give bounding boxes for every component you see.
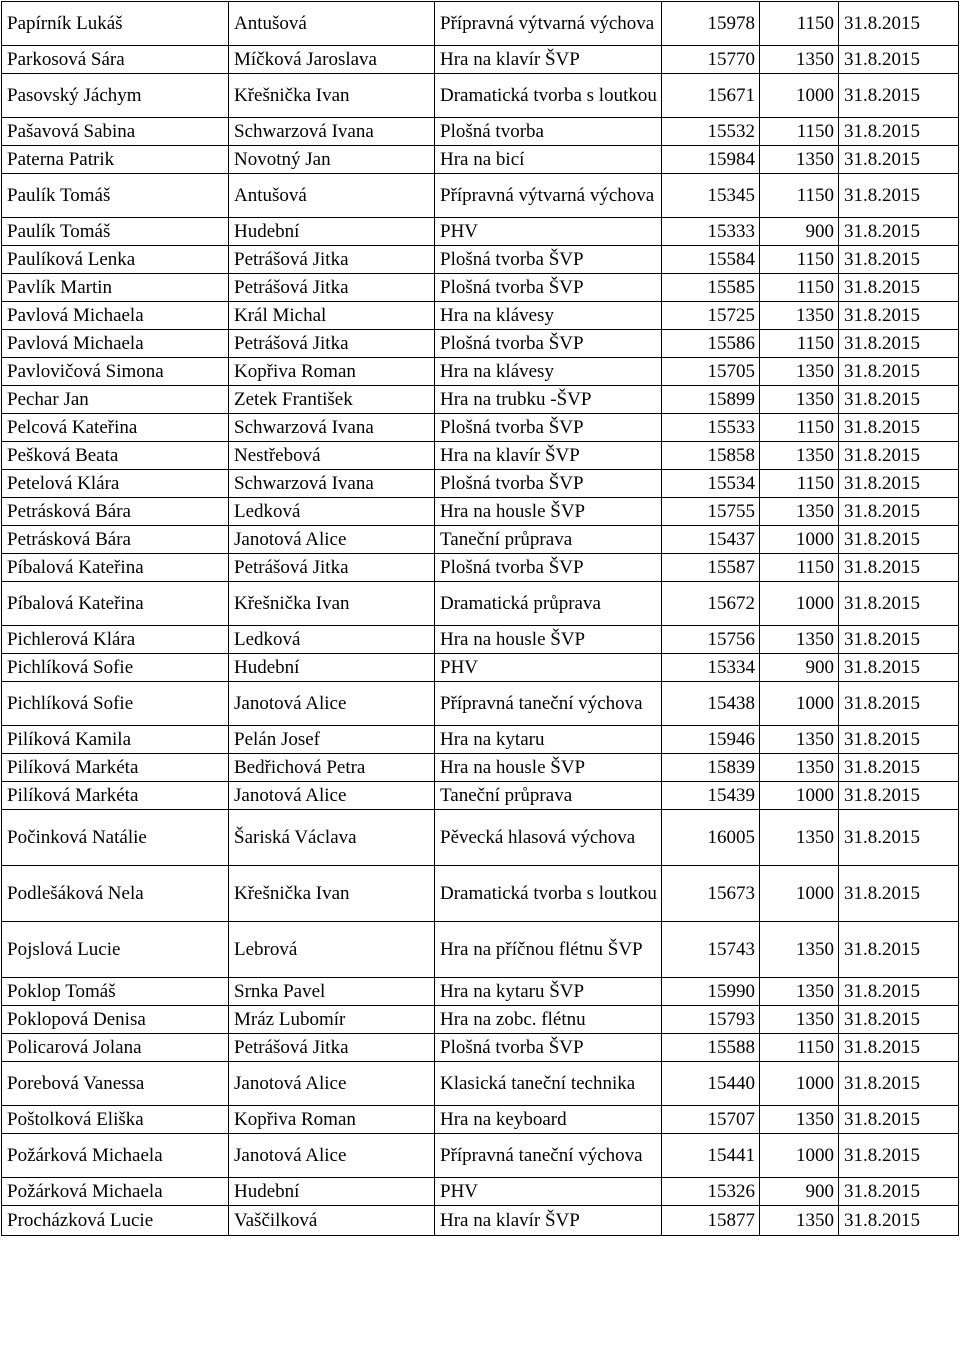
- due-date-cell: 31.8.2015: [839, 626, 959, 654]
- table-row: [2, 978, 959, 1006]
- student-name-cell: Petrásková Bára: [2, 526, 229, 554]
- amount-cell: 1350: [760, 726, 839, 754]
- due-date-cell: 31.8.2015: [839, 1178, 959, 1206]
- table-row: [2, 682, 959, 726]
- subject-cell: Dramatická tvorba s loutkou: [435, 866, 662, 922]
- table-row: [2, 654, 959, 682]
- due-date-cell: 31.8.2015: [839, 1134, 959, 1178]
- subject-cell: Hra na zobc. flétnu: [435, 1006, 662, 1034]
- amount-cell: 1350: [760, 978, 839, 1006]
- table-row: [2, 1106, 959, 1134]
- variable-symbol-cell: 15672: [662, 582, 760, 626]
- due-date-cell: 31.8.2015: [839, 470, 959, 498]
- student-name-cell: Pichlíková Sofie: [2, 682, 229, 726]
- due-date-cell: 31.8.2015: [839, 442, 959, 470]
- subject-cell: Taneční průprava: [435, 526, 662, 554]
- table-row: [2, 330, 959, 358]
- student-name-cell: Poklopová Denisa: [2, 1006, 229, 1034]
- student-name-cell: Pavlová Michaela: [2, 330, 229, 358]
- subject-cell: Dramatická tvorba s loutkou: [435, 74, 662, 118]
- amount-cell: 1350: [760, 1006, 839, 1034]
- amount-cell: 1350: [760, 386, 839, 414]
- amount-cell: 1150: [760, 2, 839, 46]
- teacher-name-cell: Schwarzová Ivana: [229, 414, 435, 442]
- student-name-cell: Pojslová Lucie: [2, 922, 229, 978]
- due-date-cell: 31.8.2015: [839, 1206, 959, 1236]
- student-name-cell: Píbalová Kateřina: [2, 582, 229, 626]
- table-row: [2, 498, 959, 526]
- variable-symbol-cell: 15673: [662, 866, 760, 922]
- teacher-name-cell: Petrášová Jitka: [229, 1034, 435, 1062]
- teacher-name-cell: Míčková Jaroslava: [229, 46, 435, 74]
- amount-cell: 1350: [760, 810, 839, 866]
- student-name-cell: Poštolková Eliška: [2, 1106, 229, 1134]
- due-date-cell: 31.8.2015: [839, 810, 959, 866]
- amount-cell: 1350: [760, 442, 839, 470]
- amount-cell: 1150: [760, 118, 839, 146]
- due-date-cell: 31.8.2015: [839, 414, 959, 442]
- due-date-cell: 31.8.2015: [839, 218, 959, 246]
- student-name-cell: Pašavová Sabina: [2, 118, 229, 146]
- student-name-cell: Pavlovičová Simona: [2, 358, 229, 386]
- variable-symbol-cell: 15586: [662, 330, 760, 358]
- subject-cell: Hra na klávesy: [435, 358, 662, 386]
- amount-cell: 1150: [760, 414, 839, 442]
- due-date-cell: 31.8.2015: [839, 582, 959, 626]
- subject-cell: Hra na housle ŠVP: [435, 498, 662, 526]
- amount-cell: 1150: [760, 274, 839, 302]
- teacher-name-cell: Petrášová Jitka: [229, 554, 435, 582]
- table-row: [2, 1134, 959, 1178]
- teacher-name-cell: Janotová Alice: [229, 682, 435, 726]
- subject-cell: Hra na klavír ŠVP: [435, 46, 662, 74]
- amount-cell: 1350: [760, 626, 839, 654]
- teacher-name-cell: Šariská Václava: [229, 810, 435, 866]
- variable-symbol-cell: 15584: [662, 246, 760, 274]
- due-date-cell: 31.8.2015: [839, 302, 959, 330]
- subject-cell: Dramatická průprava: [435, 582, 662, 626]
- subject-cell: PHV: [435, 218, 662, 246]
- table-row: [2, 246, 959, 274]
- due-date-cell: 31.8.2015: [839, 246, 959, 274]
- student-name-cell: Papírník Lukáš: [2, 2, 229, 46]
- subject-cell: Pěvecká hlasová výchova: [435, 810, 662, 866]
- teacher-name-cell: Mráz Lubomír: [229, 1006, 435, 1034]
- teacher-name-cell: Antušová: [229, 174, 435, 218]
- variable-symbol-cell: 15441: [662, 1134, 760, 1178]
- subject-cell: Hra na housle ŠVP: [435, 754, 662, 782]
- table-row: [2, 582, 959, 626]
- amount-cell: 1350: [760, 1106, 839, 1134]
- amount-cell: 1150: [760, 246, 839, 274]
- due-date-cell: 31.8.2015: [839, 978, 959, 1006]
- teacher-name-cell: Petrášová Jitka: [229, 330, 435, 358]
- due-date-cell: 31.8.2015: [839, 682, 959, 726]
- variable-symbol-cell: 15533: [662, 414, 760, 442]
- subject-cell: Taneční průprava: [435, 782, 662, 810]
- variable-symbol-cell: 15588: [662, 1034, 760, 1062]
- amount-cell: 1000: [760, 1062, 839, 1106]
- teacher-name-cell: Petrášová Jitka: [229, 246, 435, 274]
- variable-symbol-cell: 15585: [662, 274, 760, 302]
- due-date-cell: 31.8.2015: [839, 46, 959, 74]
- student-name-cell: Požárková Michaela: [2, 1178, 229, 1206]
- amount-cell: 1350: [760, 46, 839, 74]
- student-name-cell: Podlešáková Nela: [2, 866, 229, 922]
- table-row: [2, 754, 959, 782]
- due-date-cell: 31.8.2015: [839, 726, 959, 754]
- subject-cell: Hra na kytaru: [435, 726, 662, 754]
- table-row: [2, 1006, 959, 1034]
- subject-cell: Přípravná výtvarná výchova: [435, 2, 662, 46]
- due-date-cell: 31.8.2015: [839, 358, 959, 386]
- amount-cell: 1000: [760, 526, 839, 554]
- subject-cell: Přípravná taneční výchova: [435, 1134, 662, 1178]
- teacher-name-cell: Nestřebová: [229, 442, 435, 470]
- table-row: [2, 1062, 959, 1106]
- student-name-cell: Paulík Tomáš: [2, 218, 229, 246]
- subject-cell: Přípravná taneční výchova: [435, 682, 662, 726]
- teacher-name-cell: Petrášová Jitka: [229, 274, 435, 302]
- variable-symbol-cell: 15532: [662, 118, 760, 146]
- due-date-cell: 31.8.2015: [839, 1062, 959, 1106]
- variable-symbol-cell: 15984: [662, 146, 760, 174]
- student-name-cell: Paulíková Lenka: [2, 246, 229, 274]
- student-name-cell: Petelová Klára: [2, 470, 229, 498]
- student-name-cell: Píbalová Kateřina: [2, 554, 229, 582]
- student-name-cell: Procházková Lucie: [2, 1206, 229, 1236]
- student-name-cell: Pilíková Markéta: [2, 754, 229, 782]
- table-row: [2, 1178, 959, 1206]
- subject-cell: PHV: [435, 1178, 662, 1206]
- due-date-cell: 31.8.2015: [839, 386, 959, 414]
- variable-symbol-cell: 15839: [662, 754, 760, 782]
- table-row: [2, 922, 959, 978]
- teacher-name-cell: Hudební: [229, 218, 435, 246]
- variable-symbol-cell: 15439: [662, 782, 760, 810]
- table-row: [2, 526, 959, 554]
- variable-symbol-cell: 15587: [662, 554, 760, 582]
- variable-symbol-cell: 15990: [662, 978, 760, 1006]
- amount-cell: 1150: [760, 1034, 839, 1062]
- due-date-cell: 31.8.2015: [839, 554, 959, 582]
- due-date-cell: 31.8.2015: [839, 654, 959, 682]
- student-name-cell: Pichlerová Klára: [2, 626, 229, 654]
- amount-cell: 1150: [760, 174, 839, 218]
- amount-cell: 1000: [760, 74, 839, 118]
- teacher-name-cell: Janotová Alice: [229, 1134, 435, 1178]
- teacher-name-cell: Kopřiva Roman: [229, 358, 435, 386]
- teacher-name-cell: Schwarzová Ivana: [229, 118, 435, 146]
- amount-cell: 1000: [760, 782, 839, 810]
- subject-cell: Klasická taneční technika: [435, 1062, 662, 1106]
- variable-symbol-cell: 15978: [662, 2, 760, 46]
- amount-cell: 1350: [760, 1206, 839, 1236]
- teacher-name-cell: Král Michal: [229, 302, 435, 330]
- subject-cell: Hra na bicí: [435, 146, 662, 174]
- teacher-name-cell: Janotová Alice: [229, 1062, 435, 1106]
- student-name-cell: Pešková Beata: [2, 442, 229, 470]
- teacher-name-cell: Lebrová: [229, 922, 435, 978]
- student-name-cell: Pelcová Kateřina: [2, 414, 229, 442]
- amount-cell: 900: [760, 1178, 839, 1206]
- teacher-name-cell: Ledková: [229, 626, 435, 654]
- variable-symbol-cell: 15438: [662, 682, 760, 726]
- subject-cell: Přípravná výtvarná výchova: [435, 174, 662, 218]
- table-body: [2, 2, 959, 1236]
- subject-cell: Hra na housle ŠVP: [435, 626, 662, 654]
- student-name-cell: Pechar Jan: [2, 386, 229, 414]
- teacher-name-cell: Vaščilková: [229, 1206, 435, 1236]
- due-date-cell: 31.8.2015: [839, 1034, 959, 1062]
- amount-cell: 1150: [760, 554, 839, 582]
- table-row: [2, 174, 959, 218]
- teacher-name-cell: Novotný Jan: [229, 146, 435, 174]
- due-date-cell: 31.8.2015: [839, 1106, 959, 1134]
- subject-cell: Plošná tvorba ŠVP: [435, 554, 662, 582]
- student-name-cell: Pavlík Martin: [2, 274, 229, 302]
- subject-cell: PHV: [435, 654, 662, 682]
- table-row: [2, 1034, 959, 1062]
- student-name-cell: Poklop Tomáš: [2, 978, 229, 1006]
- due-date-cell: 31.8.2015: [839, 118, 959, 146]
- amount-cell: 1150: [760, 470, 839, 498]
- payments-table: [1, 1, 959, 1236]
- amount-cell: 1000: [760, 682, 839, 726]
- variable-symbol-cell: 15333: [662, 218, 760, 246]
- variable-symbol-cell: 15743: [662, 922, 760, 978]
- table-row: [2, 554, 959, 582]
- variable-symbol-cell: 15899: [662, 386, 760, 414]
- student-name-cell: Porebová Vanessa: [2, 1062, 229, 1106]
- student-name-cell: Pilíková Kamila: [2, 726, 229, 754]
- teacher-name-cell: Schwarzová Ivana: [229, 470, 435, 498]
- due-date-cell: 31.8.2015: [839, 1006, 959, 1034]
- variable-symbol-cell: 16005: [662, 810, 760, 866]
- student-name-cell: Petrásková Bára: [2, 498, 229, 526]
- teacher-name-cell: Srnka Pavel: [229, 978, 435, 1006]
- teacher-name-cell: Křešnička Ivan: [229, 866, 435, 922]
- student-name-cell: Pavlová Michaela: [2, 302, 229, 330]
- amount-cell: 1350: [760, 754, 839, 782]
- teacher-name-cell: Janotová Alice: [229, 782, 435, 810]
- teacher-name-cell: Janotová Alice: [229, 526, 435, 554]
- due-date-cell: 31.8.2015: [839, 754, 959, 782]
- due-date-cell: 31.8.2015: [839, 2, 959, 46]
- subject-cell: Hra na trubku -ŠVP: [435, 386, 662, 414]
- table-row: [2, 810, 959, 866]
- due-date-cell: 31.8.2015: [839, 922, 959, 978]
- variable-symbol-cell: 15326: [662, 1178, 760, 1206]
- variable-symbol-cell: 15770: [662, 46, 760, 74]
- teacher-name-cell: Bedřichová Petra: [229, 754, 435, 782]
- subject-cell: Hra na klávesy: [435, 302, 662, 330]
- student-name-cell: Paterna Patrik: [2, 146, 229, 174]
- teacher-name-cell: Ledková: [229, 498, 435, 526]
- subject-cell: Hra na klavír ŠVP: [435, 1206, 662, 1236]
- amount-cell: 1350: [760, 302, 839, 330]
- variable-symbol-cell: 15707: [662, 1106, 760, 1134]
- amount-cell: 900: [760, 218, 839, 246]
- due-date-cell: 31.8.2015: [839, 330, 959, 358]
- table-row: [2, 470, 959, 498]
- teacher-name-cell: Pelán Josef: [229, 726, 435, 754]
- student-name-cell: Počinková Natálie: [2, 810, 229, 866]
- variable-symbol-cell: 15877: [662, 1206, 760, 1236]
- table-row: [2, 386, 959, 414]
- subject-cell: Hra na příčnou flétnu ŠVP: [435, 922, 662, 978]
- due-date-cell: 31.8.2015: [839, 174, 959, 218]
- due-date-cell: 31.8.2015: [839, 498, 959, 526]
- due-date-cell: 31.8.2015: [839, 274, 959, 302]
- table-row: [2, 442, 959, 470]
- table-row: [2, 74, 959, 118]
- variable-symbol-cell: 15345: [662, 174, 760, 218]
- amount-cell: 1350: [760, 358, 839, 386]
- variable-symbol-cell: 15534: [662, 470, 760, 498]
- due-date-cell: 31.8.2015: [839, 74, 959, 118]
- table-row: [2, 2, 959, 46]
- subject-cell: Plošná tvorba ŠVP: [435, 414, 662, 442]
- amount-cell: 1000: [760, 582, 839, 626]
- table-row: [2, 1206, 959, 1236]
- subject-cell: Hra na klavír ŠVP: [435, 442, 662, 470]
- student-name-cell: Parkosová Sára: [2, 46, 229, 74]
- teacher-name-cell: Antušová: [229, 2, 435, 46]
- student-name-cell: Policarová Jolana: [2, 1034, 229, 1062]
- student-name-cell: Pasovský Jáchym: [2, 74, 229, 118]
- table-row: [2, 358, 959, 386]
- variable-symbol-cell: 15705: [662, 358, 760, 386]
- variable-symbol-cell: 15858: [662, 442, 760, 470]
- student-name-cell: Paulík Tomáš: [2, 174, 229, 218]
- table-row: [2, 118, 959, 146]
- subject-cell: Plošná tvorba ŠVP: [435, 1034, 662, 1062]
- subject-cell: Plošná tvorba ŠVP: [435, 274, 662, 302]
- teacher-name-cell: Hudební: [229, 1178, 435, 1206]
- due-date-cell: 31.8.2015: [839, 526, 959, 554]
- subject-cell: Hra na kytaru ŠVP: [435, 978, 662, 1006]
- due-date-cell: 31.8.2015: [839, 866, 959, 922]
- table-row: [2, 46, 959, 74]
- table-row: [2, 626, 959, 654]
- teacher-name-cell: Hudební: [229, 654, 435, 682]
- amount-cell: 1000: [760, 1134, 839, 1178]
- variable-symbol-cell: 15671: [662, 74, 760, 118]
- amount-cell: 1350: [760, 498, 839, 526]
- variable-symbol-cell: 15756: [662, 626, 760, 654]
- teacher-name-cell: Zetek František: [229, 386, 435, 414]
- subject-cell: Plošná tvorba ŠVP: [435, 330, 662, 358]
- table-row: [2, 274, 959, 302]
- student-name-cell: Pilíková Markéta: [2, 782, 229, 810]
- variable-symbol-cell: 15946: [662, 726, 760, 754]
- table-row: [2, 302, 959, 330]
- teacher-name-cell: Křešnička Ivan: [229, 582, 435, 626]
- subject-cell: Hra na keyboard: [435, 1106, 662, 1134]
- subject-cell: Plošná tvorba: [435, 118, 662, 146]
- student-name-cell: Pichlíková Sofie: [2, 654, 229, 682]
- teacher-name-cell: Kopřiva Roman: [229, 1106, 435, 1134]
- table-row: [2, 414, 959, 442]
- due-date-cell: 31.8.2015: [839, 146, 959, 174]
- teacher-name-cell: Křešnička Ivan: [229, 74, 435, 118]
- table-row: [2, 218, 959, 246]
- subject-cell: Plošná tvorba ŠVP: [435, 246, 662, 274]
- amount-cell: 1150: [760, 330, 839, 358]
- variable-symbol-cell: 15437: [662, 526, 760, 554]
- student-name-cell: Požárková Michaela: [2, 1134, 229, 1178]
- variable-symbol-cell: 15725: [662, 302, 760, 330]
- variable-symbol-cell: 15440: [662, 1062, 760, 1106]
- amount-cell: 1350: [760, 146, 839, 174]
- table-row: [2, 782, 959, 810]
- amount-cell: 1000: [760, 866, 839, 922]
- table-row: [2, 726, 959, 754]
- amount-cell: 1350: [760, 922, 839, 978]
- amount-cell: 900: [760, 654, 839, 682]
- variable-symbol-cell: 15755: [662, 498, 760, 526]
- subject-cell: Plošná tvorba ŠVP: [435, 470, 662, 498]
- table-row: [2, 866, 959, 922]
- variable-symbol-cell: 15793: [662, 1006, 760, 1034]
- due-date-cell: 31.8.2015: [839, 782, 959, 810]
- variable-symbol-cell: 15334: [662, 654, 760, 682]
- table-row: [2, 146, 959, 174]
